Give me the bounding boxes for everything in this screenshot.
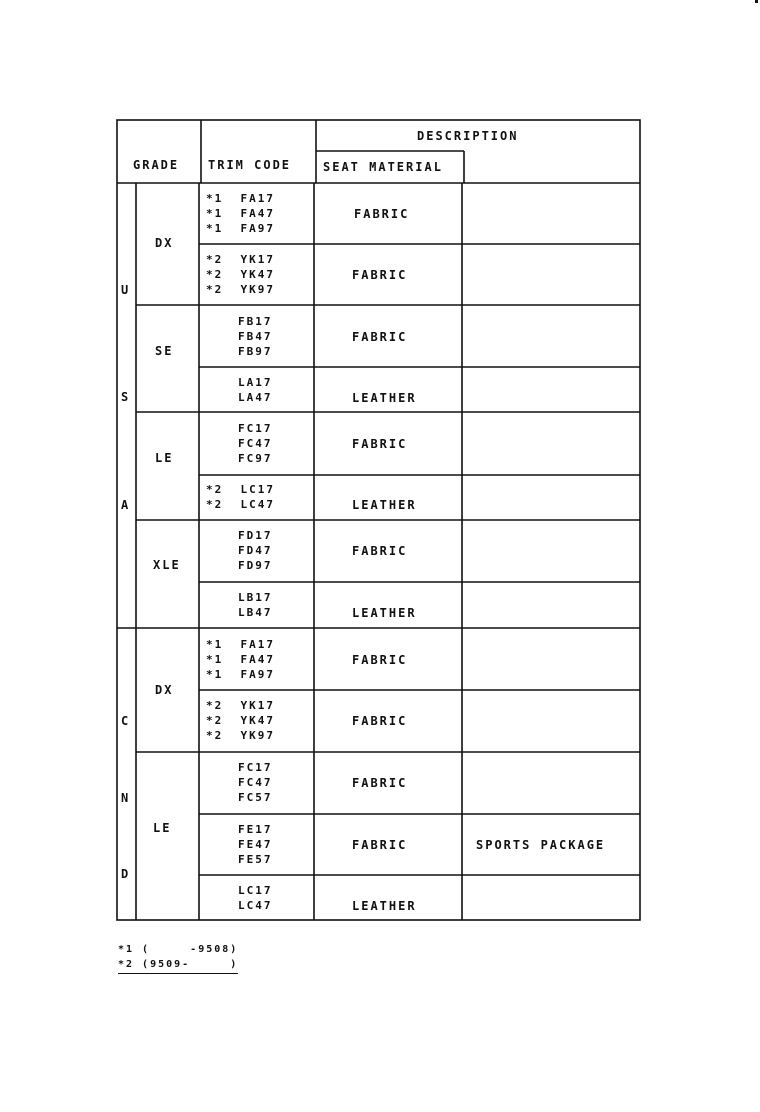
footnote-1: *1 ( -9508) [118, 944, 239, 955]
seat-material: FABRIC [352, 330, 408, 344]
trim-codes: FD17 FD47 FD97 [238, 529, 273, 572]
grade-label: LE [155, 451, 174, 465]
grade-header: GRADE [133, 158, 180, 172]
seat-material: FABRIC [352, 714, 408, 728]
grade-label: SE [155, 344, 174, 358]
seat-material: FABRIC [352, 653, 408, 667]
trim-codes: FC17 FC47 FC57 [238, 761, 273, 804]
trim-codes: *1 FA17 *1 FA47 *1 FA97 [206, 638, 275, 681]
seat-material: FABRIC [354, 207, 410, 221]
region-letter: A [121, 498, 131, 512]
trim-codes: *2 YK17 *2 YK47 *2 YK97 [206, 253, 275, 296]
region-letter: D [121, 867, 131, 881]
description-note: SPORTS PACKAGE [476, 838, 606, 852]
trim-codes: *2 LC17 *2 LC47 [206, 483, 275, 511]
seat-material-header: SEAT MATERIAL [323, 160, 443, 174]
description-header: DESCRIPTION [417, 129, 519, 143]
grade-label: DX [155, 236, 174, 250]
trim-codes: LA17 LA47 [238, 376, 273, 404]
region-letter: C [121, 714, 131, 728]
region-letter: U [121, 283, 131, 297]
region-letter: S [121, 390, 131, 404]
seat-material: FABRIC [352, 437, 408, 451]
seat-material: LEATHER [352, 391, 417, 405]
grade-label: XLE [153, 558, 181, 572]
seat-material: FABRIC [352, 544, 408, 558]
trim-codes: *2 YK17 *2 YK47 *2 YK97 [206, 699, 275, 742]
trim-codes: *1 FA17 *1 FA47 *1 FA97 [206, 192, 275, 235]
trim-code-header: TRIM CODE [208, 158, 292, 172]
seat-material: FABRIC [352, 268, 408, 282]
trim-codes: LC17 LC47 [238, 884, 273, 912]
grade-label: LE [153, 821, 172, 835]
region-letter: N [121, 791, 131, 805]
footnotes [118, 942, 238, 974]
seat-material: LEATHER [352, 498, 417, 512]
trim-codes: FB17 FB47 FB97 [238, 315, 273, 358]
seat-material: FABRIC [352, 838, 408, 852]
trim-codes: FC17 FC47 FC97 [238, 422, 273, 465]
seat-material: LEATHER [352, 606, 417, 620]
trim-codes: FE17 FE47 FE57 [238, 823, 273, 866]
seat-material: FABRIC [352, 776, 408, 790]
footnote-2: *2 (9509- ) [118, 957, 238, 974]
trim-codes: LB17 LB47 [238, 591, 273, 619]
seat-material: LEATHER [352, 899, 417, 913]
grade-label: DX [155, 683, 174, 697]
